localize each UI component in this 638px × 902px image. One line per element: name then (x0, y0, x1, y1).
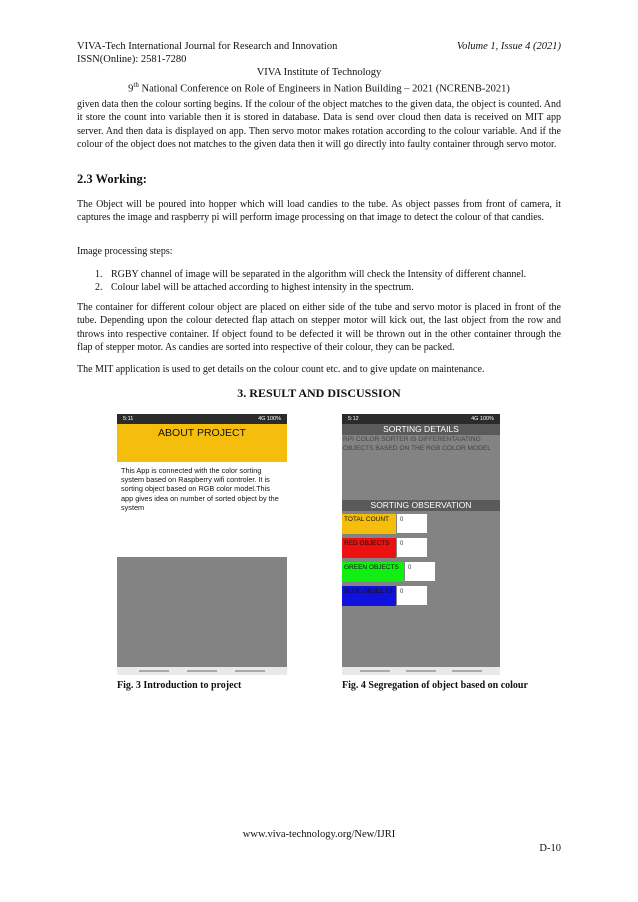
fig4-caption: Fig. 4 Segregation of object based on colour (342, 680, 528, 691)
paragraph-steps: Image processing steps: (77, 246, 173, 257)
footer-url: www.viva-technology.org/New/IJRI (242, 829, 396, 840)
status-bar: 5:12 4G 100% (342, 414, 500, 424)
green-objects-label: GREEN OBJECTS (342, 562, 404, 582)
about-project-text: This App is connected with the color sorting system based on Raspberry wifi controler. It is sorting object based on RGB color model.This app gives idea on number of sorted object by the system (117, 462, 287, 557)
total-count-label: TOTAL COUNT (342, 514, 396, 534)
status-bar: 5:11 4G 100% (117, 414, 287, 424)
paragraph-container: The container for different colour object are placed on either side of the tube and servo motor is placed in front of the tube. Depending upon the colour detected flap attach on stepper motor will kick out, the last object from the row and throws into respective container. If object found to be defected it will be thrown out in the other container through the flap of stepper motor. As candies are sorted into respective of their colour, they can be packed. (77, 302, 561, 353)
red-objects-value: 0 (397, 538, 427, 557)
fig3-phone-screenshot (117, 414, 287, 675)
sorting-details-title: SORTING DETAILS (342, 424, 500, 435)
page-number: D-10 (539, 843, 561, 854)
section-heading-working: 2.3 Working: (77, 172, 147, 186)
volume-issue: Volume 1, Issue 4 (2021) (456, 41, 561, 52)
red-objects-label: RED OBJECTS (342, 538, 396, 558)
list-item: 1. RGBY channel of image will be separated in the algorithm will check the Intensity of different channel. (95, 269, 527, 280)
paragraph-working: The Object will be poured into hopper which will load candies to the tube. As object passes from front of camera, it captures the image and raspberry pi will perform image processing on that image to detect the colour of that candies. (77, 199, 561, 224)
green-objects-value: 0 (405, 562, 435, 581)
sorting-details-text: RPI COLOR SORTER IS DIFFERENTAIATING OBJECTS BASED ON THE RGB COLOR MODEL (343, 436, 491, 452)
blue-objects-label: BLUE OBJECTS (342, 586, 396, 606)
paragraph-intro: given data then the colour sorting begins. If the colour of the object matches to the given data, the object is counted. And it store the count into variable then it is stored in database. Data is send over cloud then data is received on MIT app server. And then data is displayed on app. Then servo motor makes rotation according to the colour variable. And if the colour of the object does not matches to the given data then it will go directly into faulty container through servo motor. (77, 99, 561, 150)
about-project-title: ABOUT PROJECT (117, 424, 287, 462)
journal-name: VIVA-Tech International Journal for Research and Innovation (77, 41, 338, 52)
paragraph-mit-app: The MIT application is used to get details on the colour count etc. and to give update on maintenance. (77, 364, 485, 375)
fig3-caption: Fig. 3 Introduction to project (117, 680, 242, 691)
blue-objects-value: 0 (397, 586, 427, 605)
issn: ISSN(Online): 2581-7280 (77, 54, 187, 65)
section-heading-results: 3. RESULT AND DISCUSSION (237, 386, 401, 400)
total-count-value: 0 (397, 514, 427, 533)
fig4-phone-screenshot (342, 414, 500, 675)
conference-name: 9th National Conference on Role of Engineers in Nation Building – 2021 (NCRENB-2021) (128, 81, 510, 95)
institute-name: VIVA Institute of Technology (256, 67, 382, 78)
nav-bar (117, 667, 287, 675)
sorting-observation-title: SORTING OBSERVATION (342, 500, 500, 511)
list-item: 2. Colour label will be attached according to highest intensity in the spectrum. (95, 282, 414, 293)
nav-bar (342, 667, 500, 675)
